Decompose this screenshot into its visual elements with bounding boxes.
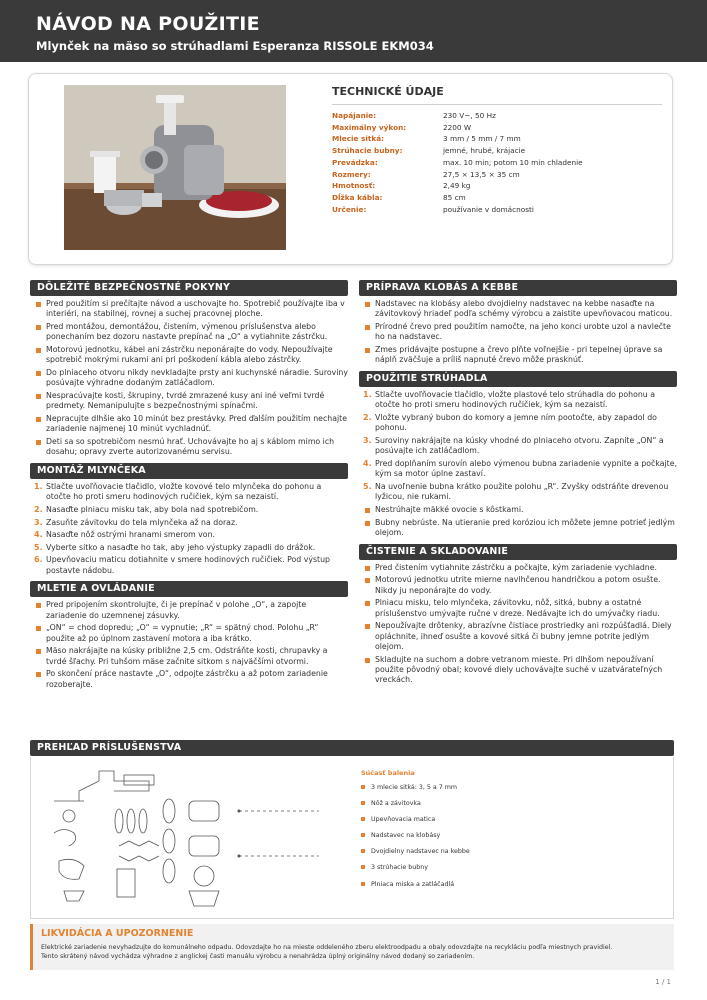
list-item-text: Prírodné črevo pred použitím namočte, na jeho konci urobte uzol a navlečte ho na nadstavec. [375,322,671,342]
list-item-text: Stlačte uvoľňovacie tlačidlo, vložte kovové telo mlynčeka do pohonu a otočte ho proti smeru hodinových ručičiek, kým sa nezaistí. [46,482,322,502]
safety-section-title: DÔLEŽITÉ BEZPEČNOSTNÉ POKYNY [30,280,348,296]
bullet-marker [365,658,370,663]
tech-value: jemné, hrubé, krájacie [443,146,526,156]
list-item-text: Nadstavec na klobásy alebo dvojdielny nadstavec na kebbe nasaďte na závitovkový hriadeľ podľa schémy výrobcu a zaistite upevňovacou maticou. [375,299,673,319]
step-number: 4. [34,530,43,540]
list-item-text: „ON“ = chod dopredu; „O“ = vypnutie; „R“ = spätný chod. Polohu „R“ použite až po úplnom zastavení motora a iba krátko. [46,623,319,643]
list-item-text: Po skončení práce nastavte „O“, odpojte zástrčku a až potom zariadenie rozoberajte. [46,669,328,689]
tech-value: 2200 W [443,122,472,132]
assembly-section-title: MONTÁŽ MLYNČEKA [30,463,348,479]
step-number: 6. [34,555,43,565]
technical-data [332,85,662,215]
technical-data-title: TECHNICKÉ ÚDAJE [332,85,444,98]
list-item [36,505,348,515]
bullet-marker [36,302,41,307]
list-item-text: Bubny nebrúste. Na utieranie pred koróziou ich môžete jemne potrieť jedlým olejom. [375,517,675,537]
package-contents-list [361,783,641,896]
list-item [365,459,677,480]
cleaning-section-title: ČISTENIE A SKLADOVANIE [359,544,677,560]
package-item [361,783,641,792]
bullet-marker [361,849,365,853]
list-item-text: Suroviny nakrájajte na kúsky vhodné do plniaceho otvoru. Zapnite „ON“ a posúvajte ich zatláčadlom. [375,436,664,456]
package-item-text: 3 mlecie sitká: 3, 5 a 7 mm [371,784,458,791]
grater-list [359,387,677,544]
bullet-marker [36,603,41,608]
step-number: 3. [34,517,43,527]
exploded-diagram [39,761,339,913]
list-item [36,299,348,320]
package-item [361,799,641,808]
list-item [36,646,348,667]
package-item-text: Plniaca miska a zatláčadlá [371,880,455,888]
cleaning-list [359,560,677,691]
bullet-marker [36,371,41,376]
bullet-marker [36,417,41,422]
bullet-marker [365,348,370,353]
list-item [36,555,348,576]
tech-row [332,169,662,181]
grinding-section-title: MLETIE A OVLÁDANIE [30,581,348,597]
bullet-marker [365,566,370,571]
list-item [365,518,677,539]
list-item [365,322,677,343]
bullet-marker [36,626,41,631]
list-item [36,322,348,343]
tech-key: Hmotnosť: [332,181,376,191]
header-banner [0,0,707,62]
list-item [36,543,348,553]
right-column [359,280,677,691]
tech-key: Určenie: [332,204,367,214]
document-subtitle: Mlynček na mäso so strúhadlami Esperanza RISSOLE EKM034 [36,39,434,53]
list-item [365,390,677,411]
tech-value: 2,49 kg [443,181,471,191]
tech-value: 27,5 × 13,5 × 35 cm [443,169,520,179]
list-item [365,621,677,652]
list-item-text: Nepoužívajte drôtenky, abrazívne čistiace prostriedky ani rozpúšťadlá. Diely opláchnite, ihneď osušte a kovové sitká či bubny jemne potrite jedlým olejom. [375,621,672,651]
bullet-marker [361,785,365,789]
list-item-text: Plniacu misku, telo mlynčeka, závitovku, nôž, sitká, bubny a ostatné príslušenstvo umývajte ručne v dreze. Nedávajte ich do umývačky riadu. [375,598,660,618]
safety-list [30,296,348,463]
list-item [365,505,677,515]
bullet-marker [361,865,365,869]
list-item [36,623,348,644]
list-item-text: Nepracujte dlhšie ako 10 minút bez prestávky. Pred ďalším použitím nechajte zariadenie najmenej 10 minút vychladnúť. [46,414,347,434]
bullet-marker [365,578,370,583]
list-item-text: Deti sa so spotrebičom nesmú hrať. Uchovávajte ho aj s káblom mimo ich dosahu; opravy zverte autorizovanému servisu. [46,437,335,457]
disposal-title: LIKVIDÁCIA A UPOZORNENIE [41,928,194,939]
bullet-marker [36,348,41,353]
list-item [36,437,348,458]
list-item [365,563,677,573]
list-item [365,655,677,686]
bullet-marker [365,325,370,330]
tech-key: Prevádzka: [332,157,378,167]
bullet-marker [36,394,41,399]
list-item [365,413,677,434]
grater-section-title: POUŽITIE STRÚHADLA [359,371,677,387]
list-item-text: Upevňovaciu maticu dotiahnite v smere hodinových ručičiek. Pod výstup postavte nádobu. [46,555,330,575]
package-item-text: Dvojdielny nadstavec na kebbe [371,848,470,856]
list-item [365,436,677,457]
list-item-text: Stlačte uvoľňovacie tlačidlo, vložte plastové telo strúhadla do pohonu a otočte ho proti smeru hodinových ručičiek, kým sa nezaistí. [375,390,655,410]
sausage-list [359,296,677,371]
left-column [30,280,348,695]
tech-row [332,110,662,122]
bullet-marker [361,817,365,821]
list-item-text: Pred použitím si prečítajte návod a uschovajte ho. Spotrebič používajte iba v interiéri, na stabilnej, rovnej a suchej pracovnej ploche. [46,299,345,319]
package-item-text: 3 strúhacie bubny [371,864,428,872]
package-contents-title: Súčasť balenia [361,769,415,777]
package-item [361,880,641,889]
tech-row [332,145,662,157]
bullet-marker [365,624,370,629]
bullet-marker [365,302,370,307]
package-item-text: Nôž a závitovka [371,800,421,808]
list-item-text: Mäso nakrájajte na kúsky približne 2,5 cm. Odstráňte kosti, chrupavky a tvrdé šľachy. Pri tuhšom mäse začnite sitkom s najväčšími otvormi. [46,646,328,666]
bullet-marker [365,601,370,606]
tech-value: 230 V~, 50 Hz [443,111,496,120]
accessories-header [30,740,674,756]
tech-value: max. 10 min; potom 10 min chladenie [443,157,583,167]
bullet-marker [361,833,365,837]
tech-value: používanie v domácnosti [443,204,534,214]
disposal-line: Tento skrátený návod vychádza výhradne z anglickej časti manuálu výrobcu a nenahrádza úplný originálny návod dodaný so zariadením. [41,953,475,960]
package-item [361,847,641,856]
list-item-text: Pred doplňaním surovín alebo výmenou bubna zariadenie vypnite a počkajte, kým sa motor úplne zastaví. [375,459,677,479]
disposal-notice [30,924,674,970]
product-info-box [28,73,673,265]
tech-row [332,204,662,216]
step-number: 2. [34,505,43,514]
list-item [36,414,348,435]
list-item [36,530,348,540]
bullet-marker [36,672,41,677]
grinding-list [30,597,348,695]
tech-row [332,122,662,134]
list-item [36,368,348,389]
tech-key: Napájanie: [332,111,377,120]
bullet-marker [361,882,365,886]
tech-value: 85 cm [443,192,466,202]
tech-row [332,157,662,169]
product-photo [64,85,286,250]
list-item-text: Skladujte na suchom a dobre vetranom mieste. Pri dlhšom nepoužívaní použite pôvodný obal; kovové diely uchovávajte suché v uzatvárateľných vreckách. [375,654,663,685]
step-number: 5. [363,482,372,491]
tech-key: Mlecie sitká: [332,134,385,144]
list-item-text: Vyberte sitko a nasaďte ho tak, aby jeho výstupky zapadli do drážok. [46,542,316,552]
page-number: 1 / 1 [655,978,671,986]
bullet-marker [36,440,41,445]
technical-data-rows [332,110,662,215]
list-item-text: Pred montážou, demontážou, čistením, výmenou príslušenstva alebo ponechaním bez dozoru nastavte prepínač na „O“ a vytiahnite zástrčku. [46,322,328,342]
step-number: 2. [363,413,372,422]
list-item-text: Motorovú jednotku, kábel ani zástrčku neponárajte do vody. Nepoužívajte spotrebič mokrými rukami ani pri poškodení kábla alebo zástrčky. [46,345,333,365]
tech-key: Rozmery: [332,169,371,179]
list-item-text: Motorovú jednotku utrite mierne navlhčenou handričkou a potom osušte. Nikdy ju neponárajte do vody. [375,575,661,595]
tech-row [332,180,662,192]
list-item [365,598,677,619]
list-item [36,669,348,690]
list-item [36,482,348,503]
list-item-text: Zasuňte závitovku do tela mlynčeka až na doraz. [46,517,238,527]
list-item-text: Vložte vybraný bubon do komory a jemne ním pootočte, aby zapadol do pohonu. [375,413,657,433]
accessories-box [30,757,674,919]
step-number: 4. [363,459,372,468]
sausage-section-title: PRÍPRAVA KLOBÁS A KEBBE [359,280,677,296]
list-item [36,600,348,621]
document-title: NÁVOD NA POUŽITIE [36,13,260,35]
list-item-text: Nasaďte nôž ostrými hranami smerom von. [46,530,215,540]
package-item [361,863,641,872]
bullet-marker [361,801,365,805]
tech-value: 3 mm / 5 mm / 7 mm [443,134,521,144]
step-number: 5. [34,542,43,552]
list-item [365,575,677,596]
list-item [36,518,348,528]
package-item [361,831,641,840]
package-item-text: Nadstavec na klobásy [371,832,441,840]
meat-grinder-image [64,85,286,250]
accessories-section-title: PREHĽAD PRÍSLUŠENSTVA [30,740,674,756]
divider [332,104,662,105]
package-item [361,815,641,824]
step-number: 3. [363,436,372,445]
list-item-text: Na uvoľnenie bubna krátko použite polohu „R“. Zvyšky odstráňte drevenou lyžicou, nie rukami. [375,482,669,502]
list-item-text: Do plniaceho otvoru nikdy nevkladajte prsty ani kuchynské náradie. Suroviny posúvajte výhradne dodaným zatláčadlom. [46,368,348,388]
list-item-text: Pred čistením vytiahnite zástrčku a počkajte, kým zariadenie vychladne. [375,562,658,572]
step-number: 1. [363,390,372,399]
list-item [365,299,677,320]
tech-row [332,133,662,145]
disposal-line: Elektrické zariadenie nevyhadzujte do komunálneho odpadu. Odovzdajte ho na mieste oddeleného zberu elektroodpadu a obaly odovzdajte na recykláciu podľa miestnych pravidiel. [41,944,613,951]
list-item-text: Nasaďte plniacu misku tak, aby bola nad spotrebičom. [46,505,259,514]
assembly-list [30,479,348,581]
tech-key: Strúhacie bubny: [332,146,403,156]
list-item [36,345,348,366]
list-item-text: Nespracúvajte kosti, škrupiny, tvrdé zmrazené kusy ani iné veľmi tvrdé predmety. Nemanipulujte s bezpečnostnými spínačmi. [46,391,325,411]
bullet-marker [365,521,370,526]
bullet-marker [365,508,370,513]
list-item [365,345,677,366]
tech-key: Dĺžka kábla: [332,192,383,202]
tech-key: Maximálny výkon: [332,122,407,132]
list-item-text: Pred pripojením skontrolujte, či je prepínač v polohe „O“, a zapojte zariadenie do uzemnenej zásuvky. [46,600,307,620]
list-item-text: Zmes pridávajte postupne a črevo plňte voľnejšie - pri tepelnej úprave sa náplň zväčšuje a príliš napnuté črevo môže prasknúť. [375,345,663,365]
package-item-text: Upevňovacia matica [371,816,436,824]
bullet-marker [36,649,41,654]
list-item [36,391,348,412]
list-item-text: Nestrúhajte mäkké ovocie s kôstkami. [375,505,524,514]
list-item [365,482,677,503]
bullet-marker [36,325,41,330]
step-number: 1. [34,482,43,491]
tech-row [332,192,662,204]
